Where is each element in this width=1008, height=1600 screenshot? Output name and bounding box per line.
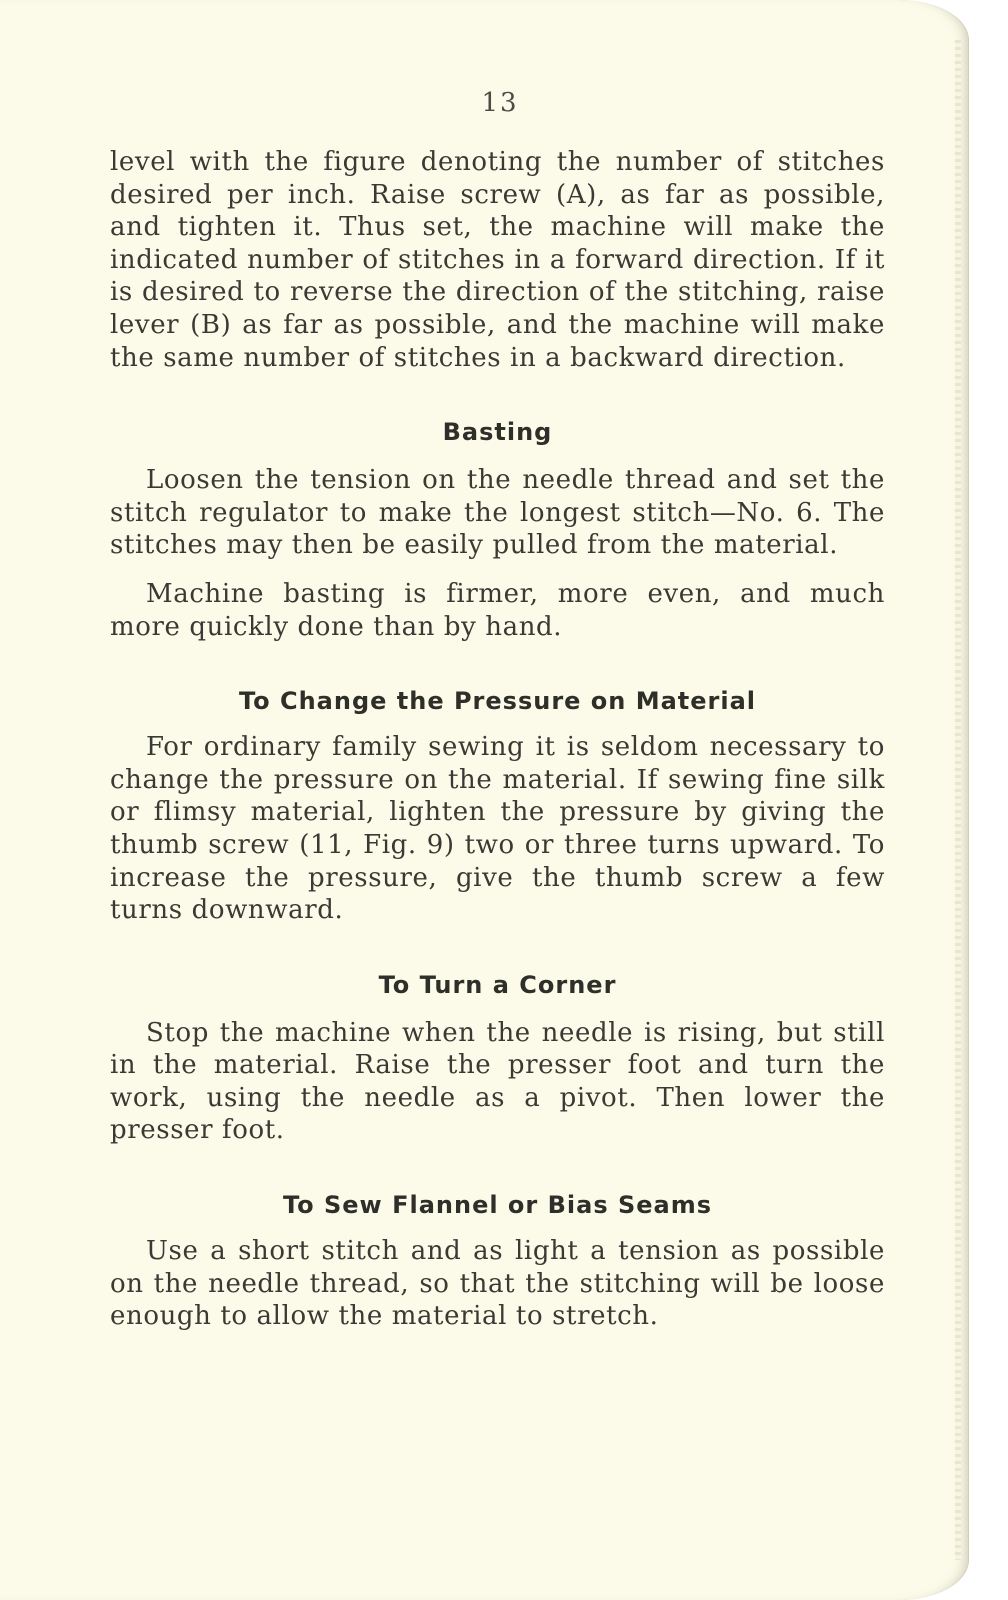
flannel-paragraph: Use a short stitch and as light a tension as possible on the needle thread, so that the stitching will be loose enough to allow the material to stretch.	[110, 1236, 885, 1332]
page-content	[110, 146, 885, 1333]
page-edge-stack	[955, 40, 961, 1560]
pressure-paragraph: For ordinary family sewing it is seldom necessary to change the pressure on the material. If sewing fine silk or flimsy material, lighten the pressure by giving the thumb screw (11, Fig. 9) two or three turns upward. To increase the pressure, give the thumb screw a few turns downward.	[110, 732, 885, 926]
heading-basting: Basting	[442, 418, 553, 447]
basting-paragraph-1: Loosen the tension on the needle thread and set the stitch regulator to make the longest stitch—No. 6. The stitches may then be easily pulled from the material.	[110, 465, 885, 561]
heading-flannel-bias-seams: To Sew Flannel or Bias Seams	[282, 1191, 713, 1220]
basting-paragraph-2: Machine basting is firmer, more even, and much more quickly done than by hand.	[110, 578, 885, 642]
continuation-paragraph: level with the figure denoting the number of stitches desired per inch. Raise screw (A), as far as possible, and tighten it. Thus set, the machine will make the indicated number of stitches in a forward direction. If it is desired to reverse the direction of the stitching, raise lever (B) as far as possible, and the machine will make the same number of stitches in a backward direction.	[110, 147, 885, 373]
page-number: 13	[481, 88, 519, 118]
corner-paragraph: Stop the machine when the needle is rising, but still in the material. Raise the presser foot and turn the work, using the needle as a pivot. Then lower the presser foot.	[110, 1017, 885, 1146]
heading-turn-corner: To Turn a Corner	[378, 970, 617, 999]
heading-change-pressure: To Change the Pressure on Material	[238, 687, 757, 716]
